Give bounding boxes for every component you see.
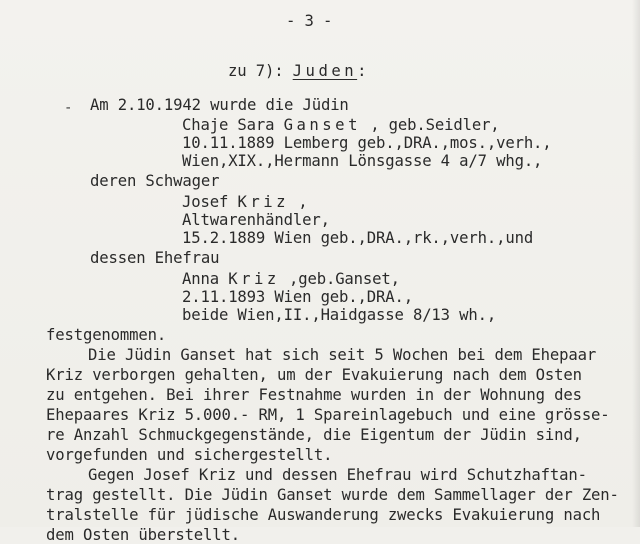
- person1-last-name: Ganset: [283, 116, 361, 134]
- relation2: dessen Ehefrau: [90, 249, 220, 267]
- paragraph1-line: zu entgehen. Bei ihrer Festnahme wurden in der Wohnung des: [46, 386, 582, 404]
- person1-line3: Wien,XIX.,Hermann Lönsgasse 4 a/7 whg.,: [182, 152, 543, 170]
- person2-name-rest: ,: [289, 193, 308, 211]
- person3-first-name: Anna: [182, 270, 229, 288]
- person2-last-name: Kriz: [237, 193, 289, 211]
- paragraph1-line: Die Jüdin Ganset hat sich seit 5 Wochen bei dem Ehepaar: [88, 346, 597, 364]
- heading-suffix: :: [357, 62, 367, 80]
- page-number: - 3 -: [286, 12, 333, 30]
- relation1: deren Schwager: [90, 172, 220, 190]
- person2-first-name: Josef: [182, 193, 238, 211]
- paragraph1-line: vorgefunden und sichergestellt.: [46, 446, 333, 464]
- person1-name-rest: , geb.Seidler,: [360, 116, 500, 134]
- page-edge-shadow: [632, 0, 640, 527]
- person2-line2: Altwarenhändler,: [182, 211, 330, 229]
- person3-line2: 2.11.1893 Wien geb.,DRA.,: [182, 288, 413, 306]
- person1-name: [182, 116, 500, 134]
- paragraph1-line: Kriz verborgen gehalten, um der Evakuierung nach dem Osten: [46, 366, 582, 384]
- person3-name: [182, 270, 400, 288]
- person3-name-rest: ,geb.Ganset,: [279, 270, 400, 288]
- paragraph2-line: trag gestellt. Die Jüdin Ganset wurde dem Sammellager der Zen-: [46, 486, 619, 504]
- margin-mark: -: [64, 100, 73, 116]
- closing-intro: festgenommen.: [46, 326, 167, 344]
- person2-name: [182, 193, 307, 211]
- person2-line3: 15.2.1889 Wien geb.,DRA.,rk.,verh.,und: [182, 229, 534, 247]
- intro-line: Am 2.10.1942 wurde die Jüdin: [90, 96, 349, 114]
- paragraph2-line: dem Osten überstellt.: [46, 526, 241, 544]
- section-heading: [228, 62, 366, 80]
- paragraph2-line: tralstelle für jüdische Auswanderung zwecks Evakuierung nach: [46, 506, 601, 524]
- paragraph2-line: Gegen Josef Kriz und dessen Ehefrau wird Schutzhaftan-: [88, 466, 587, 484]
- person3-line3: beide Wien,II.,Haidgasse 8/13 wh.,: [182, 306, 497, 324]
- heading-title: Juden: [292, 62, 358, 80]
- person1-first-name: Chaje Sara: [182, 116, 284, 134]
- person3-last-name: Kriz: [228, 270, 280, 288]
- paragraph1-line: Ehepaares Kriz 5.000.- RM, 1 Spareinlagebuch und eine grösse-: [46, 406, 610, 424]
- heading-prefix: zu 7):: [228, 62, 293, 80]
- person1-line2: 10.11.1889 Lemberg geb.,DRA.,mos.,verh.,: [182, 134, 552, 152]
- paragraph1-line: re Anzahl Schmuckgegenstände, die Eigentum der Jüdin sind,: [46, 426, 582, 444]
